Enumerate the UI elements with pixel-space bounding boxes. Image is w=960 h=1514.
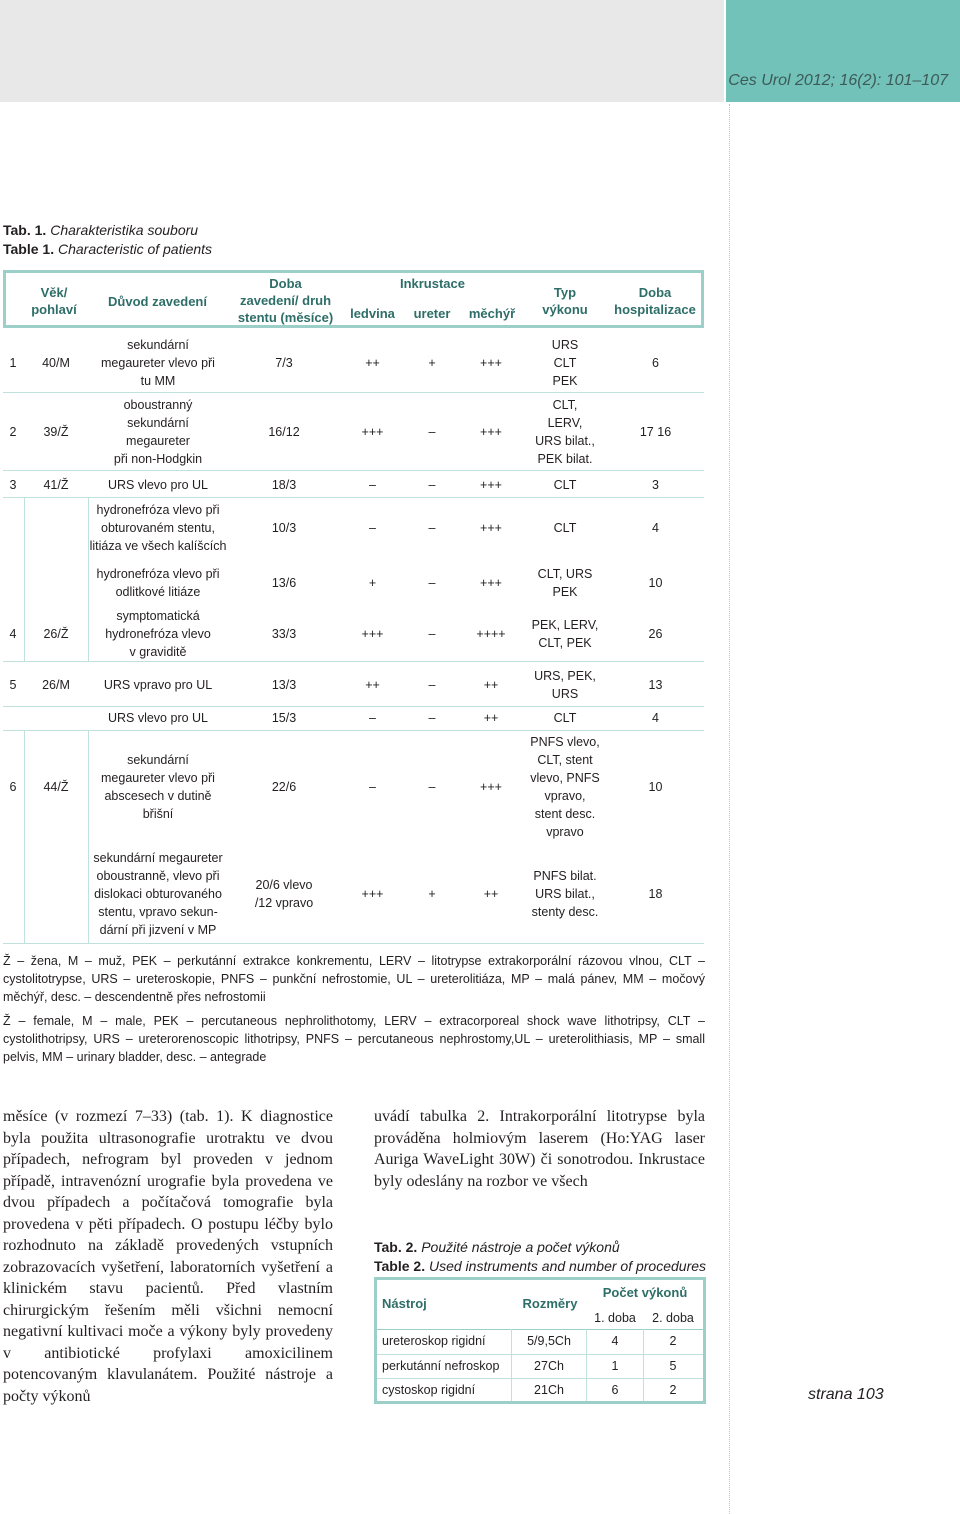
incrust-ureter [403, 354, 461, 372]
row-separator [3, 661, 704, 662]
incrust-ureter [403, 574, 461, 592]
stent-duration-line: 7/3 [275, 355, 293, 370]
reason-line: abscesech v dutině [104, 789, 212, 803]
stent-duration [228, 574, 340, 592]
t2-header-second: 2. doba [652, 1311, 694, 1325]
body-text-right: uvádí tabulka 2. Intrakorporální litotrypse byla prováděna holmiovým laserem (Ho:YAG laser Auriga WaveLight 30W) či sonotrodou. Inkrustace byly odeslány na rozbor ve všech [374, 1108, 705, 1190]
procedure-type [523, 667, 607, 703]
reason [88, 849, 228, 939]
page-banner [0, 0, 960, 102]
incrust-bladder [462, 778, 520, 796]
table1-title-cz: Charakteristika souboru [50, 222, 199, 238]
incrust-ureter [403, 676, 461, 694]
header-age [24, 284, 84, 318]
hospitalization-line: 3 [652, 478, 659, 492]
incrust-kidney [345, 476, 400, 494]
stent-duration [228, 676, 340, 694]
header-duration-line2: zavedení/ druh [239, 293, 332, 308]
incrust-ureter-line: – [428, 425, 436, 439]
table2-label-en: Table 2. [374, 1258, 426, 1274]
incrust-bladder [462, 709, 520, 727]
header-hosp-line1: Doba [638, 285, 672, 300]
table2-title-en: Used instruments and number of procedures [428, 1258, 707, 1274]
incrust-bladder [462, 676, 520, 694]
incrust-kidney [345, 354, 400, 372]
procedure-type-line: stenty desc. [531, 905, 599, 919]
procedure-type-line: URS [551, 337, 579, 352]
stent-duration-line: 20/6 vlevo [255, 878, 313, 892]
reason-line: megaureter vlevo při [101, 355, 215, 370]
reason-line: v graviditě [129, 645, 187, 659]
row-number-line: 1 [9, 355, 17, 370]
incrust-kidney-line: + [368, 576, 377, 590]
incrust-ureter [403, 476, 461, 494]
hospitalization-line: 6 [652, 355, 659, 370]
hospitalization-line: 10 [648, 780, 663, 794]
incrust-ureter-line: + [428, 355, 436, 370]
incrust-kidney-line: – [369, 521, 376, 535]
column-dotted-rule [729, 104, 730, 1514]
age-sex-line: 26/M [42, 677, 70, 692]
hospitalization [607, 476, 704, 494]
reason-line: stentu, vpravo sekun- [98, 905, 218, 919]
t2-first: 6 [611, 1383, 619, 1397]
age-sex [24, 476, 88, 494]
reason-line: sekundární megaureter [93, 851, 223, 865]
reason [88, 396, 228, 468]
incrust-kidney-line: – [369, 478, 376, 492]
header-duration-line3: stentu (měsíce) [237, 310, 334, 325]
reason-line: megaureter vlevo při [101, 771, 215, 785]
hospitalization-line: 13 [648, 677, 663, 692]
stent-duration-line: 10/3 [271, 521, 297, 535]
procedure-type-line: URS bilat., [535, 887, 595, 901]
incrust-bladder [462, 423, 520, 441]
body-text-left: měsíce (v rozmezí 7–33) (tab. 1). K diagnostice byla použita ultrasonografie urotraktu ve dvou případech, nefrogram byl proveden v jednom případě, intravenózní urografie byla provedena ve dvou případech a počítačová tomografie byla provedena v pěti případech. O postupu léčby bylo rozhodnuto na základě provedených vstupních zobrazovacích vyšetření, laboratorních vyšetření a klinickém stavu pacientů. Před vlastním chirurgickým řešením měli všichni nemocní negativní kultivaci moče a výkony byly provedeny v antibiotické profylaxi amoxicilinem potencovaným klavulanátem. Použité nástroje a počty výkonů [3, 1108, 333, 1405]
incrust-ureter-line: + [428, 887, 436, 901]
reason-line: URS vlevo pro UL [107, 711, 209, 725]
row-number [3, 423, 23, 441]
age-sex-line: 44/Ž [43, 780, 69, 794]
incrust-kidney-line: +++ [361, 425, 384, 439]
age-sex [24, 778, 88, 796]
row-separator [3, 730, 704, 731]
hospitalization [607, 519, 704, 537]
procedure-type-line: PNFS bilat. [533, 869, 597, 883]
reason-line: URS vpravo pro UL [103, 677, 213, 692]
incrust-kidney [345, 709, 400, 727]
procedure-type-line: PNFS vlevo, [530, 735, 600, 749]
header-age-line1: Věk/ [40, 285, 68, 300]
reason-line: při non-Hodgkin [113, 452, 203, 466]
header-duration-line1: Doba [269, 276, 302, 291]
incrust-kidney [345, 574, 400, 592]
hospitalization-line: 26 [648, 627, 663, 641]
t2-second: 2 [669, 1383, 677, 1397]
procedure-type-line: CLT [553, 711, 577, 725]
incrust-bladder-line: +++ [480, 425, 502, 439]
incrust-bladder [462, 354, 520, 372]
stent-duration-line: 16/12 [268, 425, 300, 439]
t2-second: 2 [669, 1334, 677, 1348]
incrust-ureter-line: – [428, 677, 436, 692]
incrust-ureter [403, 778, 461, 796]
procedure-type [523, 336, 607, 390]
table2 [374, 1277, 706, 1404]
table2-label-cz: Tab. 2. [374, 1239, 418, 1255]
incrust-kidney [345, 519, 400, 537]
t2-size: 21Ch [534, 1383, 564, 1397]
stent-duration [228, 519, 340, 537]
procedure-type-line: URS bilat., [535, 434, 595, 448]
reason-line: obturovaném stentu, [101, 521, 215, 535]
stent-duration-line: 15/3 [271, 711, 297, 725]
hospitalization [607, 354, 704, 372]
header-hospitalization [605, 284, 705, 318]
incrust-bladder-line: +++ [480, 478, 502, 492]
table1-note-cz: Ž – žena, M – muž, PEK – perkutánní extrakce konkrementu, LERV – litotrypse extrakorporální rázovou vlnou, CLT – cystolitotrypse, URS – ureteroskopie, PNFS – punkční nefrostomie, UL – ureterolitiáza, MP – malá pánev, MM – močový měchýř, desc. – descendentně přes nefrostomii [3, 954, 705, 1004]
incrust-bladder-line: ++++ [476, 627, 506, 641]
header-procedure-type [525, 284, 605, 318]
procedure-type-line: CLT [553, 521, 577, 535]
reason-line: tu MM [140, 373, 176, 388]
incrust-bladder-line: +++ [480, 521, 502, 535]
incrust-bladder [462, 885, 520, 903]
t2-size: 5/9,5Ch [527, 1334, 571, 1348]
incrust-ureter-line: – [428, 711, 436, 725]
t2-first: 1 [611, 1359, 619, 1373]
reason-line: sekundární [127, 337, 189, 352]
row-separator [3, 706, 704, 707]
incrust-kidney-line: ++ [365, 355, 380, 370]
procedure-type [523, 396, 607, 468]
t2-size: 27Ch [534, 1359, 564, 1373]
incrust-kidney-line: – [369, 711, 376, 725]
table1-note-en: Ž – female, M – male, PEK – percutaneous nephrolithotomy, LERV – extracorporeal shock wave lithotripsy, CLT – cystolithotripsy, URS – ureterorenoscopic lithotripsy, PNFS – percutaneous nephrostomy,UL – ureterolithiasis, MP – small pelvis, MM – urinary bladder, desc. – antegrade [3, 1014, 705, 1064]
reason-line: sekundární [127, 416, 189, 430]
t2-tool: cystoskop rigidní [382, 1383, 476, 1397]
incrust-kidney-line: ++ [365, 677, 380, 692]
incrust-bladder [462, 625, 520, 643]
row-number [3, 476, 23, 494]
header-incrustation: Inkrustace [399, 276, 466, 291]
incrust-ureter-line: – [428, 521, 436, 535]
header-age-line2: pohlaví [31, 302, 77, 317]
age-sex [24, 625, 88, 643]
incrust-ureter-line: – [428, 576, 436, 590]
incrust-bladder-line: +++ [480, 576, 502, 590]
header-duration [228, 275, 343, 326]
reason-line: hydronefróza vlevo [105, 627, 211, 641]
procedure-type [523, 476, 607, 494]
age-sex [24, 676, 88, 694]
stent-duration [228, 625, 340, 643]
incrust-kidney-line: – [369, 780, 376, 794]
row-number [3, 625, 23, 643]
table1-label-en: Table 1. [3, 241, 55, 257]
incrust-kidney [345, 885, 400, 903]
procedure-type [523, 519, 607, 537]
reason-line: litiáza ve všech kalíšcích [89, 539, 227, 553]
reason [88, 565, 228, 601]
row-number-line: 4 [9, 627, 17, 641]
reason-line: oboustranně, vlevo při [96, 869, 220, 883]
row-separator [3, 497, 704, 498]
hospitalization [607, 709, 704, 727]
age-sex-line: 26/Ž [43, 627, 69, 641]
incrust-ureter [403, 625, 461, 643]
table1-bottom-rule [3, 943, 704, 944]
incrust-bladder [462, 574, 520, 592]
header-ureter: ureter [413, 306, 451, 321]
incrust-ureter [403, 519, 461, 537]
hospitalization [607, 885, 704, 903]
procedure-type [523, 867, 607, 921]
hospitalization-line: 4 [652, 711, 659, 725]
procedure-type-line: CLT [553, 478, 577, 492]
procedure-type-line: CLT, stent [537, 753, 593, 767]
table1-caption [3, 221, 212, 259]
stent-duration [228, 778, 340, 796]
header-type-line2: výkonu [542, 302, 588, 317]
procedure-type-line: vpravo [546, 825, 584, 839]
header-kidney: ledvina [350, 306, 395, 321]
incrust-ureter [403, 423, 461, 441]
incrust-bladder [462, 519, 520, 537]
reason-line: hydronefróza vlevo při [96, 503, 220, 517]
t2-first: 4 [611, 1334, 619, 1348]
row-number [3, 354, 23, 372]
header-bladder: měchýř [468, 306, 516, 321]
hospitalization-line: 17 16 [639, 425, 672, 439]
header-hosp-line2: hospitalizace [614, 302, 696, 317]
procedure-type-line: CLT, [552, 398, 578, 412]
incrust-bladder-line: +++ [480, 355, 502, 370]
procedure-type-line: PEK [552, 585, 578, 599]
reason-line: URS vlevo pro UL [107, 478, 209, 492]
hospitalization-line: 18 [648, 887, 663, 901]
procedure-type-line: PEK, LERV, [531, 618, 599, 632]
row-number-line: 2 [9, 425, 17, 439]
t2-header-rule [377, 1329, 703, 1330]
banner-gray-block [0, 0, 724, 102]
row-number-line: 5 [9, 677, 17, 692]
procedure-type-line: CLT [553, 355, 577, 370]
hospitalization [607, 574, 704, 592]
reason [88, 501, 228, 555]
incrust-ureter-line: – [428, 478, 436, 492]
procedure-type [523, 616, 607, 652]
column-separator [24, 730, 25, 943]
incrust-ureter [403, 709, 461, 727]
journal-citation: Ces Urol 2012; 16(2): 101–107 [728, 72, 948, 89]
age-sex-line: 40/M [42, 355, 70, 370]
procedure-type-line: CLT, URS [537, 567, 593, 581]
procedure-type-line: CLT, PEK [538, 636, 592, 650]
table2-title-cz: Použité nástroje a počet výkonů [421, 1239, 620, 1255]
hospitalization [607, 625, 704, 643]
row-number [3, 778, 23, 796]
hospitalization [607, 676, 704, 694]
stent-duration [228, 709, 340, 727]
reason-line: megaureter [126, 434, 190, 448]
incrust-bladder [462, 476, 520, 494]
reason [88, 751, 228, 823]
table1-label-cz: Tab. 1. [3, 222, 47, 238]
row-separator [3, 392, 704, 393]
stent-duration-line: /12 vpravo [254, 896, 314, 910]
incrust-bladder-line: ++ [483, 887, 499, 901]
procedure-type-line: PEK bilat. [537, 452, 593, 466]
t2-tool: ureteroskop rigidní [382, 1334, 486, 1348]
row-number-line: 3 [9, 478, 17, 492]
reason-line: odlitkové litiáze [115, 585, 201, 599]
incrust-bladder-line: ++ [483, 677, 499, 692]
incrust-kidney [345, 778, 400, 796]
reason-line: hydronefróza vlevo při [96, 567, 220, 581]
t2-header-tool: Nástroj [382, 1296, 427, 1311]
t2-header-size: Rozměry [522, 1296, 578, 1311]
reason [88, 336, 228, 390]
reason-line: dislokaci obturovaného [94, 887, 222, 901]
incrust-kidney [345, 676, 400, 694]
age-sex-line: 39/Ž [43, 425, 69, 439]
row-number-line: 6 [9, 780, 17, 794]
age-sex [24, 423, 88, 441]
procedure-type-line: vpravo, [544, 789, 586, 803]
stent-duration-line: 33/3 [271, 627, 297, 641]
procedure-type [523, 733, 607, 841]
procedure-type [523, 565, 607, 601]
reason [88, 676, 228, 694]
stent-duration-line: 22/6 [271, 780, 297, 794]
procedure-type-line: stent desc. [534, 807, 596, 821]
t2-row-separator [377, 1378, 703, 1379]
stent-duration [228, 876, 340, 912]
procedure-type-line: LERV, [547, 416, 583, 430]
reason [88, 476, 228, 494]
incrust-kidney-line: +++ [361, 627, 384, 641]
header-type-line1: Typ [553, 285, 577, 300]
incrust-bladder-line: +++ [480, 780, 502, 794]
t2-header-first: 1. doba [594, 1311, 636, 1325]
reason-line: břišní [142, 807, 174, 821]
reason-line: oboustranný [123, 398, 193, 412]
age-sex [24, 354, 88, 372]
t2-col-separator [511, 1329, 512, 1401]
t2-row-separator [377, 1354, 703, 1355]
stent-duration [228, 476, 340, 494]
row-separator [3, 470, 704, 471]
stent-duration [228, 354, 340, 372]
incrust-ureter-line: – [428, 780, 436, 794]
incrust-kidney-line: +++ [361, 887, 384, 901]
incrust-bladder-line: ++ [483, 711, 499, 725]
incrust-ureter-line: – [428, 627, 436, 641]
t2-tool: perkutánní nefroskop [382, 1359, 500, 1373]
incrust-kidney [345, 423, 400, 441]
reason [88, 709, 228, 727]
age-sex-line: 41/Ž [43, 478, 69, 492]
procedure-type-line: PEK [552, 373, 578, 388]
stent-duration [228, 423, 340, 441]
reason-line: symptomatická [116, 609, 200, 623]
procedure-type-line: URS [551, 686, 579, 701]
hospitalization [607, 423, 704, 441]
hospitalization-line: 4 [652, 521, 659, 535]
table1-title-en: Characteristic of patients [57, 241, 213, 257]
reason-line: dární při jizvení v MP [99, 923, 217, 937]
procedure-type-line: URS, PEK, [534, 668, 596, 683]
incrust-ureter [403, 885, 461, 903]
stent-duration-line: 18/3 [271, 478, 297, 492]
reason-line: sekundární [127, 753, 189, 767]
row-number [3, 676, 23, 694]
hospitalization [607, 778, 704, 796]
t2-second: 5 [669, 1359, 677, 1373]
table2-caption [374, 1238, 706, 1276]
stent-duration-line: 13/3 [271, 677, 297, 692]
procedure-type-line: vlevo, PNFS [530, 771, 600, 785]
stent-duration-line: 13/6 [271, 576, 297, 590]
hospitalization-line: 10 [648, 576, 663, 590]
reason [88, 607, 228, 661]
incrust-kidney [345, 625, 400, 643]
procedure-type [523, 709, 607, 727]
header-reason: Důvod zavedení [108, 294, 207, 309]
t2-header-count: Počet výkonů [602, 1285, 688, 1300]
page-number: strana 103 [808, 1386, 884, 1403]
